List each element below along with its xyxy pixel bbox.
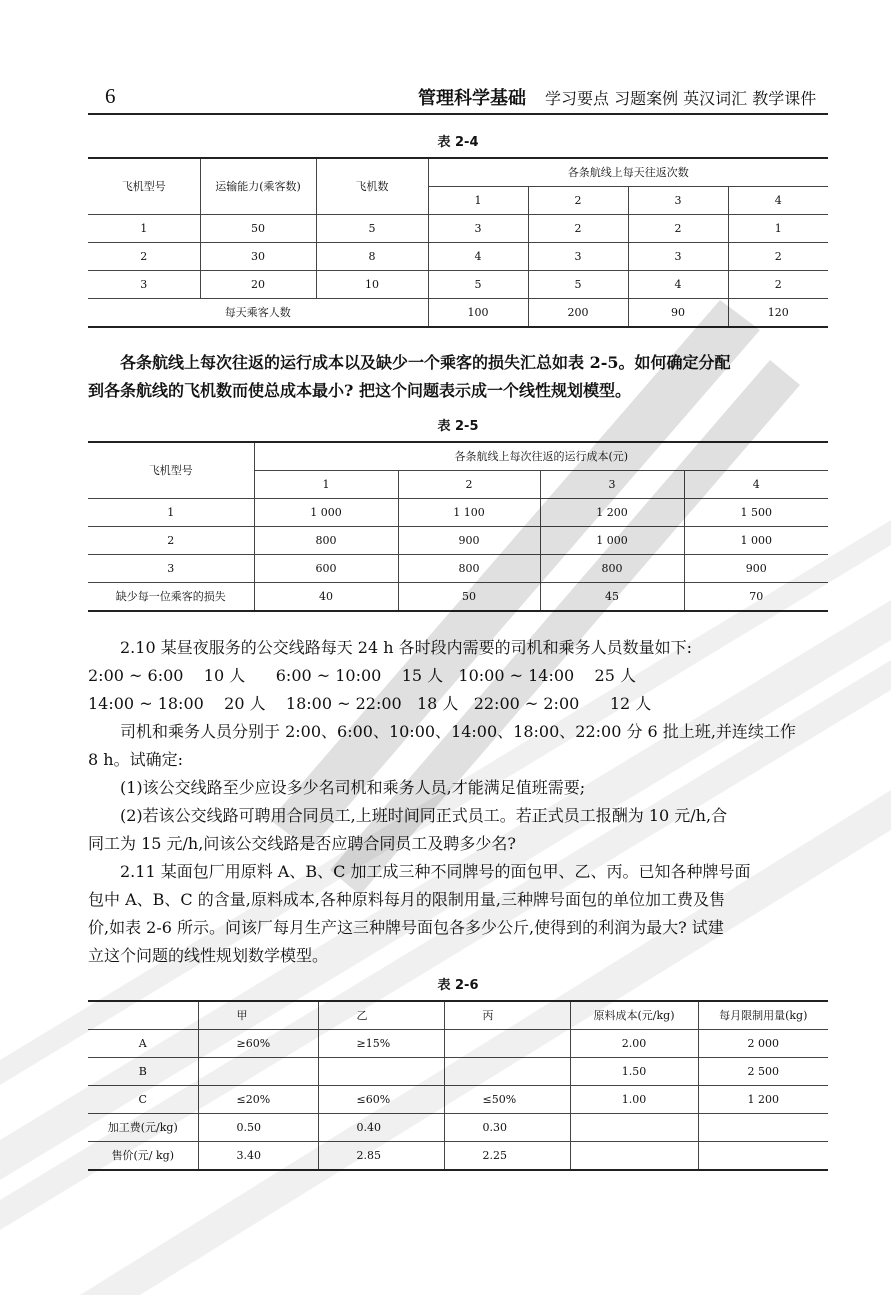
header-cell: 原料成本(元/kg) — [570, 1001, 698, 1030]
paragraph-line: 司机和乘务人员分别于 2:00、6:00、10:00、14:00、18:00、22:00 分 6 批上班,并连续工作 — [120, 722, 796, 741]
cell: 1 000 — [254, 499, 398, 527]
table-row — [88, 271, 828, 299]
header-route: 3 — [540, 471, 684, 499]
paragraph-line: 各条航线上每次往返的运行成本以及缺少一个乘客的损失汇总如表 2-5。如何确定分配 — [120, 353, 731, 372]
cell: 50 — [200, 215, 316, 243]
cell — [444, 1030, 570, 1058]
cell: 8 — [316, 243, 428, 271]
cell: 1.00 — [570, 1086, 698, 1114]
cell: 5 — [428, 271, 528, 299]
header-cell: 丙 — [444, 1001, 570, 1030]
cell: 2.25 — [444, 1142, 570, 1171]
cell: 100 — [428, 299, 528, 328]
cell: 4 — [428, 243, 528, 271]
table-row — [88, 1058, 828, 1086]
cell: 2 — [88, 527, 254, 555]
cell: 2 — [628, 215, 728, 243]
table-2-5 — [88, 441, 828, 612]
cell: 3 — [628, 243, 728, 271]
cell: 50 — [398, 583, 540, 612]
cell: 2 — [728, 243, 828, 271]
cell: 1 200 — [698, 1086, 828, 1114]
cell: 200 — [528, 299, 628, 328]
cell: 5 — [528, 271, 628, 299]
question-1: (1)该公交线路至少应设多少名司机和乘务人员,才能满足值班需要; — [120, 778, 586, 797]
header-routes-group: 各条航线上每次往返的运行成本(元) — [254, 442, 828, 471]
table-row — [88, 1114, 828, 1142]
cell: 30 — [200, 243, 316, 271]
schedule-line: 2:00 ~ 6:00 10 人 6:00 ~ 10:00 15 人 10:00 ~ 14:00 25 人 — [88, 666, 636, 685]
cell: 120 — [728, 299, 828, 328]
footer-label: 每天乘客人数 — [88, 299, 428, 328]
cell: 10 — [316, 271, 428, 299]
cell — [198, 1058, 318, 1086]
header-route: 2 — [398, 471, 540, 499]
cell: 1.50 — [570, 1058, 698, 1086]
cell: 45 — [540, 583, 684, 612]
cell: ≥60% — [198, 1030, 318, 1058]
cell — [698, 1142, 828, 1171]
header-plane-type: 飞机型号 — [88, 442, 254, 499]
cell: 1 500 — [684, 499, 828, 527]
cell: 2 500 — [698, 1058, 828, 1086]
cell — [570, 1142, 698, 1171]
paragraph-line: 到各条航线的飞机数而使总成本最小? 把这个问题表示成一个线性规划模型。 — [88, 381, 631, 400]
header-capacity: 运输能力(乘客数) — [200, 158, 316, 215]
cell: 1 000 — [540, 527, 684, 555]
cell: A — [88, 1030, 198, 1058]
problem-2-11-line: 2.11 某面包厂用原料 A、B、C 加工成三种不同牌号的面包甲、乙、丙。已知各种牌号面 — [120, 862, 751, 881]
table-2-5-caption: 表 2-5 — [437, 419, 479, 434]
table-row — [88, 1030, 828, 1058]
cell: 900 — [684, 555, 828, 583]
header-plane-count: 飞机数 — [316, 158, 428, 215]
header-route: 2 — [528, 187, 628, 215]
cell: 1 000 — [684, 527, 828, 555]
cell: 600 — [254, 555, 398, 583]
cell: 2 — [528, 215, 628, 243]
header-plane-type: 飞机型号 — [88, 158, 200, 215]
table-row — [88, 1142, 828, 1171]
cell: 800 — [540, 555, 684, 583]
cell: 2.85 — [318, 1142, 444, 1171]
cell: 3 — [88, 271, 200, 299]
cell: 2 000 — [698, 1030, 828, 1058]
table-row — [88, 583, 828, 612]
cell: B — [88, 1058, 198, 1086]
question-2: (2)若该公交线路可聘用合同员工,上班时间同正式员工。若正式员工报酬为 10 元/h,合 — [120, 806, 728, 825]
table-footer-row — [88, 299, 828, 328]
header-route: 3 — [628, 187, 728, 215]
table-2-6 — [88, 1000, 828, 1171]
page-number: 6 — [105, 84, 116, 108]
cell — [444, 1058, 570, 1086]
cell: 0.50 — [198, 1114, 318, 1142]
cell: ≤20% — [198, 1086, 318, 1114]
cell: 90 — [628, 299, 728, 328]
header-rule — [88, 113, 828, 115]
cell: 缺少每一位乘客的损失 — [88, 583, 254, 612]
cell: 2 — [728, 271, 828, 299]
cell: 3 — [528, 243, 628, 271]
header-routes-group: 各条航线上每天往返次数 — [428, 158, 828, 187]
problem-2-10-intro: 2.10 某昼夜服务的公交线路每天 24 h 各时段内需要的司机和乘务人员数量如下: — [120, 638, 693, 657]
cell: 40 — [254, 583, 398, 612]
cell: 20 — [200, 271, 316, 299]
cell: 1 — [88, 215, 200, 243]
cell: 900 — [398, 527, 540, 555]
cell: 0.40 — [318, 1114, 444, 1142]
problem-2-11-line: 价,如表 2-6 所示。问该厂每月生产这三种牌号面包各多少公斤,使得到的利润为最大? 试建 — [88, 918, 724, 937]
cell: 1 — [728, 215, 828, 243]
cell: 800 — [398, 555, 540, 583]
header-cell — [88, 1001, 198, 1030]
header-route: 1 — [254, 471, 398, 499]
cell: 0.30 — [444, 1114, 570, 1142]
header-route: 4 — [728, 187, 828, 215]
cell: ≤50% — [444, 1086, 570, 1114]
header-cell: 每月限制用量(kg) — [698, 1001, 828, 1030]
cell: ≥15% — [318, 1030, 444, 1058]
table-row — [88, 527, 828, 555]
table-row — [88, 499, 828, 527]
cell: 2 — [88, 243, 200, 271]
problem-2-11-line: 立这个问题的线性规划数学模型。 — [88, 946, 329, 965]
table-2-4-caption: 表 2-4 — [437, 135, 479, 150]
table-2-6-caption: 表 2-6 — [437, 978, 479, 993]
table-row — [88, 243, 828, 271]
cell: 2.00 — [570, 1030, 698, 1058]
cell: 3 — [88, 555, 254, 583]
cell: ≤60% — [318, 1086, 444, 1114]
cell: C — [88, 1086, 198, 1114]
cell: 1 200 — [540, 499, 684, 527]
schedule-line: 14:00 ~ 18:00 20 人 18:00 ~ 22:00 18 人 22:00 ~ 2:00 12 人 — [88, 694, 652, 713]
paragraph-line: 8 h。试确定: — [88, 750, 183, 769]
cell — [698, 1114, 828, 1142]
table-row — [88, 1086, 828, 1114]
header-route: 4 — [684, 471, 828, 499]
cell: 70 — [684, 583, 828, 612]
header-cell: 乙 — [318, 1001, 444, 1030]
cell: 800 — [254, 527, 398, 555]
cell: 售价(元/ kg) — [88, 1142, 198, 1171]
cell: 3.40 — [198, 1142, 318, 1171]
table-2-4 — [88, 157, 828, 328]
cell — [318, 1058, 444, 1086]
problem-2-11-line: 包中 A、B、C 的含量,原料成本,各种原料每月的限制用量,三种牌号面包的单位加工费及售 — [88, 890, 725, 909]
paragraph-line: 同工为 15 元/h,问该公交线路是否应聘合同员工及聘多少名? — [88, 834, 516, 853]
table-row — [88, 555, 828, 583]
cell — [570, 1114, 698, 1142]
header-route: 1 — [428, 187, 528, 215]
cell: 5 — [316, 215, 428, 243]
header-cell: 甲 — [198, 1001, 318, 1030]
cell: 3 — [428, 215, 528, 243]
cell: 4 — [628, 271, 728, 299]
book-subtitle: 学习要点 习题案例 英汉词汇 教学课件 — [545, 89, 817, 108]
cell: 加工费(元/kg) — [88, 1114, 198, 1142]
cell: 1 100 — [398, 499, 540, 527]
table-row — [88, 215, 828, 243]
cell: 1 — [88, 499, 254, 527]
book-title: 管理科学基础 — [418, 88, 526, 109]
